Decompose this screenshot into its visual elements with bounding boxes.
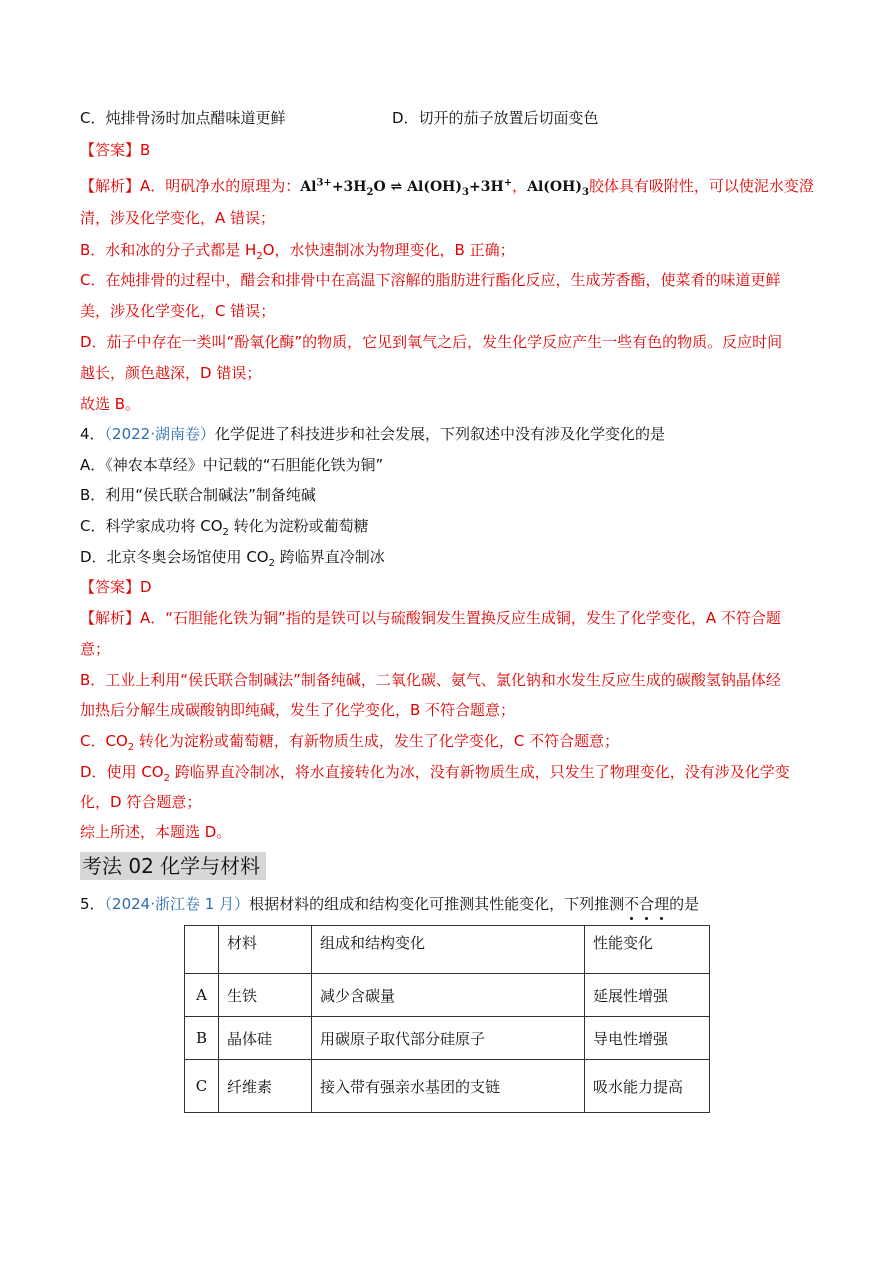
hydrolysis-equation: $Al^{3+}+3H_2O$ ⇌ $Al(OH)_3+3H^+$ <box>300 177 513 198</box>
q4-option-d: D．北京冬奥会场馆使用 $CO_2$ 跨临界直冷制冰 <box>80 548 385 569</box>
q3-analysis-b: B．水和冰的分子式都是 $H_2O$，水快速制冰为物理变化，B 正确； <box>80 241 515 262</box>
question-number: 4． <box>80 425 105 443</box>
q4-option-c: C．科学家成功将 $CO_2$ 转化为淀粉或葡萄糖 <box>80 517 369 538</box>
table-header-cell: 性能变化 <box>585 926 710 974</box>
table-cell: C <box>185 1060 219 1113</box>
answer-value: B <box>140 141 151 159</box>
q3-answer-line <box>80 140 150 160</box>
question-source: （2022·湖南卷） <box>104 425 215 443</box>
q3-conclusion: 故选 B。 <box>80 395 141 413</box>
section-heading: 考法 02 化学与材料 <box>80 852 266 880</box>
table-cell: 晶体硅 <box>219 1017 312 1060</box>
question-text: 化学促进了科技进步和社会发展，下列叙述中没有涉及化学变化的是 <box>215 425 666 443</box>
table-cell: 导电性增强 <box>585 1017 710 1060</box>
table-cell: 生铁 <box>219 974 312 1017</box>
table-cell: A <box>185 974 219 1017</box>
analysis-text: A．明矾净水的原理为： <box>140 177 301 195</box>
q4-analysis-d-line2: 化，D 符合题意； <box>80 793 202 811</box>
q3-analysis-a-line1: 【解析】A．明矾净水的原理为：$Al^{3+}+3H_2O$ ⇌ $Al(OH)_3+3H^+$，$Al(OH)_3$胶体具有吸附性，可以使泥水变澄 <box>80 177 814 198</box>
question-number: 5． <box>80 895 105 913</box>
q4-answer-line <box>80 577 152 597</box>
table-row <box>185 1060 710 1113</box>
table-cell: 用碳原子取代部分硅原子 <box>312 1017 585 1060</box>
table-header-cell <box>185 926 219 974</box>
table-cell: 吸水能力提高 <box>585 1060 710 1113</box>
q4-analysis-b-line1: B．工业上利用“侯氏联合制碱法”制备纯碱，二氧化碳、氨气、氯化钠和水发生反应生成的碳酸氢钠晶体经 <box>80 671 781 689</box>
question-source: （2024·浙江卷 1 月） <box>104 895 250 913</box>
q4-analysis-b-line2: 加热后分解生成碳酸钠即纯碱，发生了化学变化，B 不符合题意； <box>80 701 516 719</box>
table-row <box>185 974 710 1017</box>
q4-analysis-a-line1: 【解析】A．“石胆能化铁为铜”指的是铁可以与硫酸铜发生置换反应生成铜，发生了化学变化，A 不符合题 <box>80 609 781 627</box>
q4-conclusion: 综上所述，本题选 D。 <box>80 823 232 841</box>
table-cell: 减少含碳量 <box>312 974 585 1017</box>
table-cell: B <box>185 1017 219 1060</box>
table-cell: 纤维素 <box>219 1060 312 1113</box>
table-cell: 延展性增强 <box>585 974 710 1017</box>
q3-analysis-c-line1: C．在炖排骨的过程中，醋会和排骨中在高温下溶解的脂肪进行酯化反应，生成芳香酯，使菜肴的味道更鲜 <box>80 271 781 289</box>
q3-analysis-a-line2: 清，涉及化学变化，A 错误； <box>80 209 276 227</box>
table-row <box>185 1017 710 1060</box>
emphasis-char: 理 <box>654 895 670 913</box>
q5-stem: 5．（2024·浙江卷 1 月）根据材料的组成和结构变化可推测其性能变化，下列推测不合理的是 <box>80 895 700 913</box>
analysis-tag: 【解析】 <box>80 177 141 195</box>
q3-option-d: D．切开的茄子放置后切面变色 <box>392 109 599 127</box>
answer-value: D <box>140 578 152 596</box>
q3-option-c: C．炖排骨汤时加点醋味道更鲜 <box>80 109 286 127</box>
emphasis-char: 合 <box>639 895 655 913</box>
q4-stem <box>80 424 665 444</box>
table-cell: 接入带有强亲水基团的支链 <box>312 1060 585 1113</box>
emphasis-char: 不 <box>624 895 640 913</box>
q3-analysis-c-line2: 美，涉及化学变化，C 错误； <box>80 302 276 320</box>
q4-analysis-a-line2: 意； <box>80 640 111 658</box>
table-header-cell: 组成和结构变化 <box>312 926 585 974</box>
answer-tag: 【答案】 <box>80 578 141 596</box>
table-header-row <box>185 926 710 974</box>
answer-tag: 【答案】 <box>80 141 141 159</box>
q4-analysis-c: C．$CO_2$ 转化为淀粉或葡萄糖，有新物质生成，发生了化学变化，C 不符合题意； <box>80 732 620 753</box>
q3-analysis-d-line1: D．茄子中存在一类叫“酚氧化酶”的物质，它见到氧气之后，发生化学反应产生一些有色的物质。反应时间 <box>80 333 783 351</box>
materials-table <box>184 925 710 1113</box>
q4-option-a: A．《神农本草经》中记载的“石胆能化铁为铜” <box>80 456 384 474</box>
aluminum-hydroxide-formula: $Al(OH)_3$ <box>527 179 589 198</box>
q4-analysis-d-line1: D．使用 $CO_2$ 跨临界直冷制冰，将水直接转化为冰，没有新物质生成，只发生了物理变化，没有涉及化学变 <box>80 763 790 784</box>
q3-analysis-d-line2: 越长，颜色越深，D 错误； <box>80 364 262 382</box>
analysis-tag: 【解析】 <box>80 609 141 627</box>
table-header-cell: 材料 <box>219 926 312 974</box>
q4-option-b: B．利用“侯氏联合制碱法”制备纯碱 <box>80 486 316 504</box>
